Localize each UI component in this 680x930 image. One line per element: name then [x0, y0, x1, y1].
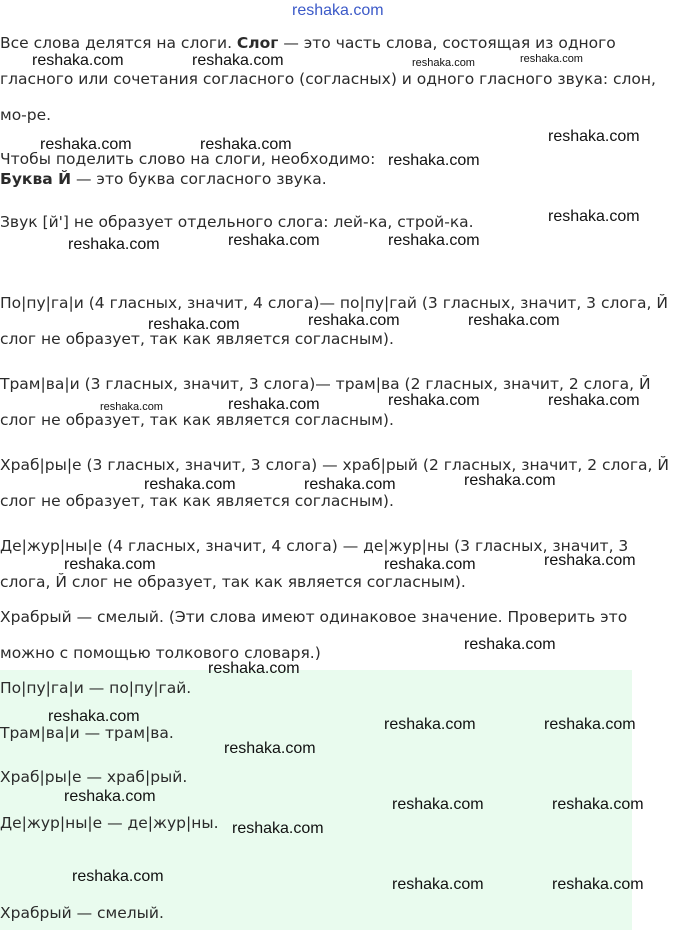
watermark: reshaka.com: [228, 396, 320, 413]
watermark: reshaka.com: [32, 52, 124, 69]
term-letter-y: Буква Й: [0, 170, 72, 188]
answer-line-1: По|пу|га|и — по|пу|гай.: [0, 679, 192, 697]
watermark: reshaka.com: [548, 208, 640, 225]
answer-line-4: Де|жур|ны|е — де|жур|ны.: [0, 814, 219, 832]
paragraph-synonyms: Храбрый — смелый. (Эти слова имеют одинаковое значение. Проверить это можно с помощью толкового словаря.): [0, 608, 628, 662]
watermark: reshaka.com: [392, 796, 484, 813]
paragraph-sound-y: Звук [й'] не образует отдельного слога: лей-ка, строй-ка.: [0, 213, 474, 231]
watermark: reshaka.com: [392, 876, 484, 893]
watermark: reshaka.com: [100, 401, 163, 413]
watermark: reshaka.com: [384, 556, 476, 573]
watermark: reshaka.com: [200, 136, 292, 153]
watermark: reshaka.com: [388, 152, 480, 169]
watermark: reshaka.com: [144, 476, 236, 493]
watermark: reshaka.com: [148, 316, 240, 333]
answer-line-3: Храб|ры|е — храб|рый.: [0, 768, 188, 786]
paragraph-rule-intro: Чтобы поделить слово на слоги, необходимо:: [0, 150, 376, 168]
watermark: reshaka.com: [544, 552, 636, 569]
watermark: reshaka.com: [232, 820, 324, 837]
answer-line-5: Храбрый — смелый.: [0, 904, 164, 922]
answer-line-2: Трам|ва|и — трам|ва.: [0, 724, 174, 742]
watermark: reshaka.com: [72, 868, 164, 885]
paragraph-dezhurnye: Де|жур|ны|е (4 гласных, значит, 4 слога) — де|жур|ны (3 гласных, значит, 3 слога, Й слог не образует, так как является согласным).: [0, 537, 629, 591]
watermark: reshaka.com: [548, 128, 640, 145]
watermark: reshaka.com: [292, 2, 384, 19]
watermark: reshaka.com: [224, 740, 316, 757]
watermark: reshaka.com: [40, 136, 132, 153]
watermark: reshaka.com: [548, 392, 640, 409]
paragraph-tramvai: Трам|ва|и (3 гласных, значит, 3 слога)— трам|ва (2 гласных, значит, 2 слога, Й слог не образует, так как является согласным).: [0, 375, 651, 429]
watermark: reshaka.com: [384, 716, 476, 733]
paragraph-letter-y: Буква Й — это буква согласного звука.: [0, 170, 327, 188]
watermark: reshaka.com: [464, 472, 556, 489]
watermark: reshaka.com: [464, 636, 556, 653]
term-syllable: Слог: [236, 34, 279, 52]
paragraph-khrabrye: Храб|ры|е (3 гласных, значит, 3 слога) — храб|рый (2 гласных, значит, 2 слога, Й слог не образует, так как является согласным).: [0, 456, 669, 510]
watermark: reshaka.com: [304, 476, 396, 493]
watermark: reshaka.com: [468, 312, 560, 329]
watermark: reshaka.com: [552, 876, 644, 893]
watermark: reshaka.com: [64, 556, 156, 573]
watermark: reshaka.com: [388, 392, 480, 409]
watermark: reshaka.com: [412, 57, 475, 69]
watermark: reshaka.com: [64, 788, 156, 805]
watermark: reshaka.com: [552, 796, 644, 813]
watermark: reshaka.com: [192, 52, 284, 69]
watermark: reshaka.com: [308, 312, 400, 329]
watermark: reshaka.com: [520, 53, 583, 65]
watermark: reshaka.com: [544, 716, 636, 733]
watermark: reshaka.com: [228, 232, 320, 249]
watermark: reshaka.com: [68, 236, 160, 253]
paragraph-popugai: По|пу|га|и (4 гласных, значит, 4 слога)— по|пу|гай (3 гласных, значит, 3 слога, Й слог не образует, так как является согласным).: [0, 294, 668, 348]
watermark: reshaka.com: [388, 232, 480, 249]
paragraph-syllable-definition: Все слова делятся на слоги. Слог — это часть слова, состоящая из одного гласного или сочетания согласного (согласных) и одного гласного звука: слон, мо-ре.: [0, 34, 656, 124]
watermark: reshaka.com: [48, 708, 140, 725]
watermark: reshaka.com: [208, 660, 300, 677]
